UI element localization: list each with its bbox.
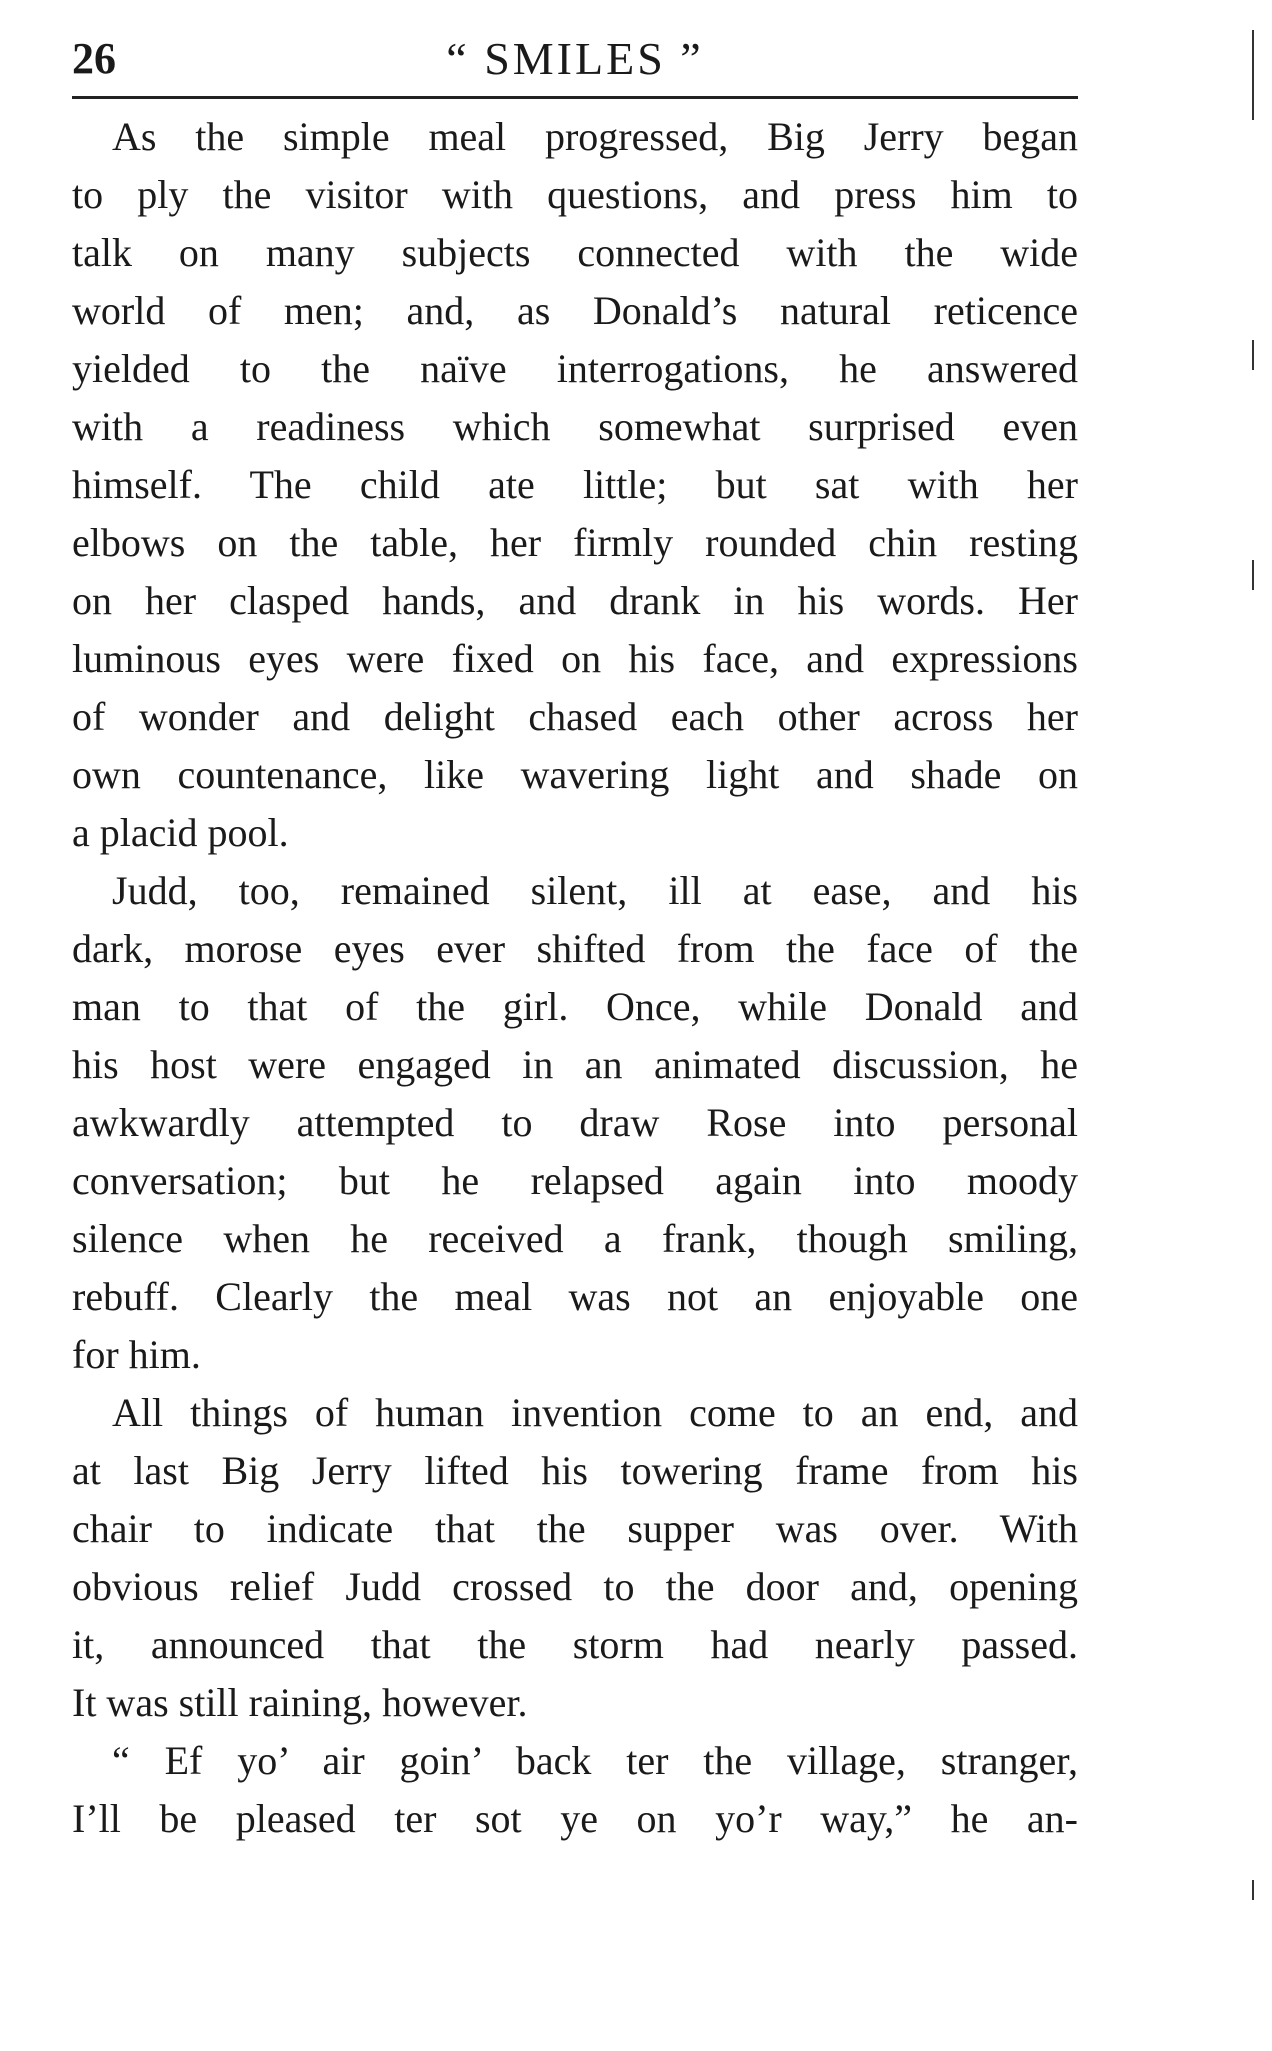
running-head: [72, 28, 1078, 90]
text-line: I’ll be pleased ter sot ye on yo’r way,” he an-: [72, 1796, 1078, 1841]
scan-mark: [1252, 340, 1254, 370]
text-line: with a readiness which somewhat surprised even: [72, 404, 1078, 449]
text-line: it, announced that the storm had nearly passed.: [72, 1622, 1078, 1667]
text-line: world of men; and, as Donald’s natural reticence: [72, 288, 1078, 333]
running-title: “ SMILES ”: [446, 33, 704, 84]
text-line: awkwardly attempted to draw Rose into personal: [72, 1100, 1078, 1145]
text-line: luminous eyes were fixed on his face, and expressions: [72, 636, 1078, 681]
text-line: It was still raining, however.: [72, 1680, 528, 1725]
text-line: on her clasped hands, and drank in his words. Her: [72, 578, 1078, 623]
text-line: elbows on the table, her firmly rounded chin resting: [72, 520, 1078, 565]
header-rule: [72, 96, 1078, 99]
text-line: talk on many subjects connected with the wide: [72, 230, 1078, 275]
text-line: man to that of the girl. Once, while Donald and: [72, 984, 1078, 1029]
text-line: dark, morose eyes ever shifted from the face of the: [72, 926, 1078, 971]
text-line: All things of human invention come to an end, and: [112, 1390, 1078, 1435]
text-line: to ply the visitor with questions, and press him to: [72, 172, 1078, 217]
text-line: silence when he received a frank, though smiling,: [72, 1216, 1078, 1261]
text-line: own countenance, like wavering light and shade on: [72, 752, 1078, 797]
text-line: at last Big Jerry lifted his towering frame from his: [72, 1448, 1078, 1493]
text-line: a placid pool.: [72, 810, 289, 855]
scan-mark: [1252, 560, 1254, 590]
text-line: conversation; but he relapsed again into moody: [72, 1158, 1078, 1203]
text-line: obvious relief Judd crossed to the door and, opening: [72, 1564, 1078, 1609]
scan-mark: [1252, 30, 1254, 120]
text-line: “ Ef yo’ air goin’ back ter the village, stranger,: [112, 1738, 1078, 1783]
text-line: his host were engaged in an animated discussion, he: [72, 1042, 1078, 1087]
page-number: 26: [72, 34, 116, 83]
text-line: As the simple meal progressed, Big Jerry began: [112, 114, 1078, 159]
body-text: [72, 108, 1078, 1848]
text-line: chair to indicate that the supper was over. With: [72, 1506, 1078, 1551]
text-line: for him.: [72, 1332, 201, 1377]
scan-mark: [1252, 1880, 1254, 1900]
text-line: rebuff. Clearly the meal was not an enjoyable one: [72, 1274, 1078, 1319]
text-line: himself. The child ate little; but sat with her: [72, 462, 1078, 507]
text-line: of wonder and delight chased each other across her: [72, 694, 1078, 739]
text-line: yielded to the naïve interrogations, he answered: [72, 346, 1078, 391]
text-line: Judd, too, remained silent, ill at ease, and his: [112, 868, 1078, 913]
